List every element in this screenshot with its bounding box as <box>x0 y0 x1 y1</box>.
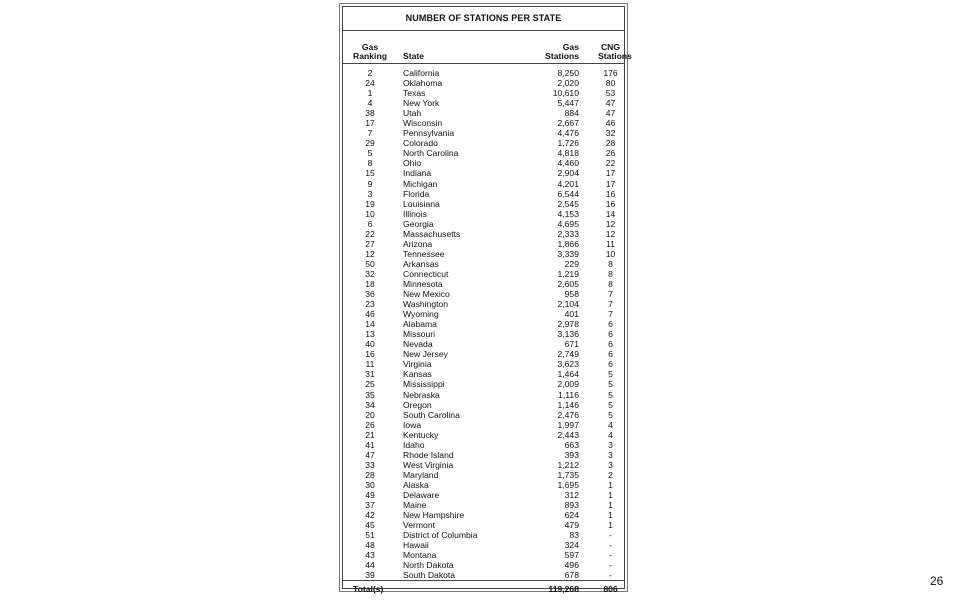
cell-gas-ranking: 1 <box>367 88 373 99</box>
table-row <box>343 269 624 279</box>
cell-state: Utah <box>403 108 422 119</box>
cell-gas-ranking: 36 <box>365 289 375 300</box>
cell-gas-stations: 678 <box>564 570 579 581</box>
cell-state: Iowa <box>403 419 422 430</box>
table-row <box>343 420 624 430</box>
table-row <box>343 430 624 440</box>
cell-state: Washington <box>403 299 449 310</box>
cell-cng-stations: 1 <box>608 510 613 521</box>
cell-cng-stations: - <box>609 540 612 551</box>
cell-gas-stations: 4,201 <box>557 178 579 189</box>
cell-gas-ranking: 23 <box>365 299 375 310</box>
cell-cng-stations: 2 <box>608 469 613 480</box>
cell-state: Wisconsin <box>403 118 443 129</box>
cell-gas-ranking: 5 <box>367 148 373 159</box>
cell-state: Minnesota <box>403 278 443 289</box>
cell-state: Tennessee <box>403 248 445 259</box>
cell-gas-stations: 2,333 <box>557 228 579 239</box>
cell-state: Michigan <box>403 178 438 189</box>
cell-cng-stations: 4 <box>608 429 613 440</box>
cell-state: Montana <box>403 550 437 561</box>
cell-gas-ranking: 16 <box>365 349 375 360</box>
cell-gas-ranking: 51 <box>365 530 375 541</box>
table-row <box>343 229 624 239</box>
cell-gas-stations: 83 <box>569 530 579 541</box>
cell-gas-ranking: 34 <box>365 399 375 410</box>
cell-gas-stations: 2,476 <box>557 409 579 420</box>
cell-gas-stations: 496 <box>564 560 579 571</box>
header-gas-ranking <box>343 31 397 64</box>
cell-state: Oklahoma <box>403 78 443 89</box>
stations-table-document <box>339 3 632 595</box>
cell-gas-stations: 624 <box>564 510 579 521</box>
totals-gas-stations: 119,268 <box>516 581 597 598</box>
cell-gas-ranking: 4 <box>367 98 373 109</box>
cell-cng-stations: 14 <box>605 208 616 219</box>
cell-gas-stations: 1,212 <box>557 459 579 470</box>
table-row <box>343 289 624 299</box>
cell-state: Massachusetts <box>403 228 461 239</box>
table-row <box>343 189 624 199</box>
cell-gas-ranking: 17 <box>365 118 375 129</box>
cell-gas-ranking: 2 <box>367 68 373 78</box>
cell-gas-stations: 312 <box>564 489 579 500</box>
cell-cng-stations: 26 <box>605 148 616 159</box>
cell-state: Vermont <box>403 520 436 531</box>
cell-gas-ranking: 28 <box>365 469 375 480</box>
cell-cng-stations: 22 <box>605 158 616 169</box>
cell-state: West Virginia <box>403 459 454 470</box>
cell-gas-ranking: 43 <box>365 550 375 561</box>
table-row <box>343 460 624 470</box>
table-row <box>343 520 624 530</box>
cell-gas-ranking: 11 <box>365 359 375 370</box>
table-row <box>343 440 624 450</box>
table-row <box>343 199 624 209</box>
cell-state: New Mexico <box>403 289 450 300</box>
cell-state: New Jersey <box>403 349 448 360</box>
cell-state: Maine <box>403 500 427 511</box>
cell-gas-ranking: 7 <box>367 128 373 139</box>
cell-cng-stations: 3 <box>608 449 613 460</box>
table-row <box>343 390 624 400</box>
table-row <box>343 239 624 249</box>
cell-cng-stations: 80 <box>605 78 616 89</box>
cell-gas-ranking: 39 <box>365 570 375 581</box>
cell-state: Delaware <box>403 489 440 500</box>
cell-state: Virginia <box>403 359 432 370</box>
table-row <box>343 490 624 500</box>
table-row <box>343 550 624 560</box>
cell-gas-stations: 2,020 <box>557 78 579 89</box>
table-row <box>343 329 624 339</box>
cell-state: Kentucky <box>403 429 439 440</box>
header-cng-stations-line1: CNG <box>600 41 621 52</box>
cell-gas-stations: 1,735 <box>557 469 579 480</box>
cell-gas-ranking: 15 <box>365 168 375 179</box>
table-row <box>343 64 624 79</box>
cell-cng-stations: 12 <box>605 218 616 229</box>
table-row <box>343 179 624 189</box>
cell-gas-ranking: 30 <box>365 479 375 490</box>
cell-cng-stations: 6 <box>608 359 613 370</box>
cell-cng-stations: - <box>609 530 612 541</box>
cell-gas-stations: 1,726 <box>557 138 579 149</box>
cell-gas-ranking: 21 <box>365 429 375 440</box>
cell-gas-stations: 884 <box>564 108 579 119</box>
cell-cng-stations: 17 <box>605 168 616 179</box>
cell-cng-stations: 5 <box>608 389 613 400</box>
cell-gas-stations: 3,339 <box>557 248 579 259</box>
cell-gas-ranking: 37 <box>365 500 375 511</box>
cell-gas-stations: 2,978 <box>557 319 579 330</box>
table-row <box>343 148 624 158</box>
cell-cng-stations: 5 <box>608 399 613 410</box>
cell-gas-ranking: 8 <box>367 158 373 169</box>
cell-state: North Dakota <box>403 560 454 571</box>
cell-cng-stations: 6 <box>608 339 613 350</box>
cell-gas-ranking: 45 <box>365 520 375 531</box>
cell-gas-ranking: 48 <box>365 540 375 551</box>
cell-state: District of Columbia <box>403 530 478 541</box>
table-row <box>343 249 624 259</box>
header-gas-stations <box>516 31 597 64</box>
cell-cng-stations: 4 <box>608 419 613 430</box>
cell-gas-ranking: 27 <box>365 238 375 249</box>
table-row <box>343 309 624 319</box>
cell-cng-stations: 8 <box>608 268 613 279</box>
cell-cng-stations: 47 <box>605 108 616 119</box>
cell-cng-stations: 7 <box>608 299 613 310</box>
cell-cng-stations: 10 <box>605 248 616 259</box>
table-row <box>343 219 624 229</box>
cell-gas-stations: 401 <box>564 309 579 320</box>
cell-gas-stations: 4,153 <box>557 208 579 219</box>
table-row <box>343 450 624 460</box>
cell-cng-stations: 1 <box>608 520 613 531</box>
cell-gas-stations: 2,009 <box>557 379 579 390</box>
cell-cng-stations: 3 <box>608 459 613 470</box>
cell-gas-ranking: 35 <box>365 389 375 400</box>
cell-gas-ranking: 20 <box>365 409 375 420</box>
table-row <box>343 108 624 118</box>
table-row <box>343 570 624 581</box>
table-frame <box>342 6 632 595</box>
cell-gas-stations: 3,136 <box>557 329 579 340</box>
header-cng-stations <box>597 31 632 64</box>
cell-state: Wyoming <box>403 309 439 320</box>
cell-cng-stations: 5 <box>608 369 613 380</box>
cell-cng-stations: 3 <box>608 439 613 450</box>
cell-gas-stations: 4,460 <box>557 158 579 169</box>
cell-gas-ranking: 38 <box>365 108 375 119</box>
cell-gas-stations: 8,250 <box>557 68 579 78</box>
table-row <box>343 339 624 349</box>
cell-gas-stations: 1,464 <box>557 369 579 380</box>
table-row <box>343 510 624 520</box>
cell-gas-ranking: 29 <box>365 138 375 149</box>
header-gas-stations-line2: Stations <box>545 51 579 62</box>
cell-state: Rhode Island <box>403 449 454 460</box>
cell-gas-stations: 6,544 <box>557 188 579 199</box>
cell-gas-ranking: 50 <box>365 258 375 269</box>
cell-cng-stations: 1 <box>608 479 613 490</box>
cell-gas-stations: 597 <box>564 550 579 561</box>
cell-state: Colorado <box>403 138 438 149</box>
table-footer <box>343 581 624 598</box>
cell-state: California <box>403 68 440 78</box>
cell-state: Nevada <box>403 339 433 350</box>
cell-cng-stations: 6 <box>608 349 613 360</box>
cell-cng-stations: 46 <box>605 118 616 129</box>
cell-state: Louisiana <box>403 198 440 209</box>
cell-gas-stations: 3,623 <box>557 359 579 370</box>
cell-cng-stations: 53 <box>605 88 616 99</box>
cell-state: Missouri <box>403 329 435 340</box>
cell-gas-ranking: 46 <box>365 309 375 320</box>
cell-state: Nebraska <box>403 389 440 400</box>
cell-gas-ranking: 25 <box>365 379 375 390</box>
table-row <box>343 98 624 108</box>
table-row <box>343 349 624 359</box>
cell-gas-stations: 324 <box>564 540 579 551</box>
cell-gas-stations: 2,605 <box>557 278 579 289</box>
cell-gas-stations: 1,997 <box>557 419 579 430</box>
totals-label: Total(s) <box>343 581 516 598</box>
cell-cng-stations: 7 <box>608 309 613 320</box>
cell-state: Arkansas <box>403 258 439 269</box>
cell-cng-stations: 176 <box>603 68 618 78</box>
totals-row <box>343 581 624 598</box>
cell-cng-stations: 16 <box>605 198 616 209</box>
cell-state: Alaska <box>403 479 429 490</box>
cell-gas-ranking: 40 <box>365 339 375 350</box>
table-row <box>343 128 624 138</box>
cell-state: Connecticut <box>403 268 449 279</box>
table-row <box>343 560 624 570</box>
cell-gas-stations: 4,695 <box>557 218 579 229</box>
cell-state: New Hampshire <box>403 510 465 521</box>
cell-cng-stations: - <box>609 560 612 571</box>
cell-cng-stations: 28 <box>605 138 616 149</box>
cell-gas-ranking: 31 <box>365 369 375 380</box>
header-gas-stations-line1: Gas <box>562 41 579 52</box>
cell-cng-stations: 5 <box>608 379 613 390</box>
cell-cng-stations: 32 <box>605 128 616 139</box>
table-row <box>343 209 624 219</box>
cell-cng-stations: 47 <box>605 98 616 109</box>
header-cng-stations-line2: Stations <box>598 51 632 62</box>
table-row <box>343 470 624 480</box>
cell-state: Pennsylvania <box>403 128 455 139</box>
header-row <box>343 31 624 64</box>
table-row <box>343 279 624 289</box>
cell-cng-stations: 12 <box>605 228 616 239</box>
cell-cng-stations: 6 <box>608 329 613 340</box>
table-row <box>343 530 624 540</box>
table-row <box>343 168 624 178</box>
cell-gas-ranking: 12 <box>365 248 375 259</box>
cell-state: Oregon <box>403 399 432 410</box>
cell-state: Texas <box>403 88 426 99</box>
table-row <box>343 480 624 490</box>
cell-state: Indiana <box>403 168 432 179</box>
header-gas-ranking-line2: Ranking <box>353 51 387 62</box>
cell-state: Maryland <box>403 469 439 480</box>
cell-gas-stations: 4,818 <box>557 148 579 159</box>
cell-gas-ranking: 44 <box>365 560 375 571</box>
cell-state: Georgia <box>403 218 434 229</box>
cell-gas-stations: 1,146 <box>557 399 579 410</box>
table-row <box>343 410 624 420</box>
cell-gas-ranking: 32 <box>365 268 375 279</box>
cell-cng-stations: 1 <box>608 500 613 511</box>
cell-gas-stations: 1,116 <box>558 389 579 400</box>
table-row <box>343 259 624 269</box>
cell-gas-stations: 1,866 <box>557 238 579 249</box>
table-row <box>343 78 624 88</box>
table-row <box>343 359 624 369</box>
cell-state: Kansas <box>403 369 432 380</box>
table-body <box>343 64 624 581</box>
cell-gas-stations: 893 <box>564 500 579 511</box>
cell-cng-stations: 7 <box>608 289 613 300</box>
page-number: 26 <box>930 574 944 588</box>
cell-gas-ranking: 14 <box>365 319 375 330</box>
cell-state: Ohio <box>403 158 422 169</box>
cell-gas-stations: 393 <box>564 449 579 460</box>
cell-state: Mississippi <box>403 379 445 390</box>
cell-gas-stations: 2,749 <box>557 349 579 360</box>
cell-gas-ranking: 6 <box>367 218 373 229</box>
cell-state: Arizona <box>403 238 433 249</box>
cell-gas-ranking: 42 <box>365 510 375 521</box>
cell-state: New York <box>403 98 440 109</box>
cell-cng-stations: - <box>609 550 612 561</box>
cell-state: Idaho <box>403 439 425 450</box>
cell-cng-stations: 8 <box>608 278 613 289</box>
cell-gas-ranking: 13 <box>365 329 375 340</box>
cell-gas-stations: 663 <box>564 439 579 450</box>
cell-cng-stations: 1 <box>608 489 613 500</box>
cell-cng-stations: - <box>609 570 612 581</box>
cell-gas-stations: 1,219 <box>557 268 579 279</box>
header-gas-ranking-line1: Gas <box>361 41 379 52</box>
cell-gas-ranking: 22 <box>365 228 375 239</box>
totals-cng-stations: 806 <box>597 581 624 598</box>
cell-gas-stations: 2,904 <box>557 168 579 179</box>
table-row <box>343 500 624 510</box>
cell-gas-ranking: 3 <box>367 188 373 199</box>
cell-gas-stations: 1,695 <box>557 479 579 490</box>
table-title: NUMBER OF STATIONS PER STATE <box>343 7 624 31</box>
cell-gas-ranking: 9 <box>367 178 373 189</box>
table-row <box>343 158 624 168</box>
cell-gas-ranking: 10 <box>365 208 375 219</box>
cell-gas-ranking: 19 <box>365 198 375 209</box>
stations-table <box>343 31 632 597</box>
cell-gas-ranking: 41 <box>365 439 375 450</box>
cell-cng-stations: 5 <box>608 409 613 420</box>
table-row <box>343 379 624 389</box>
cell-gas-ranking: 26 <box>365 419 375 430</box>
cell-state: Florida <box>403 188 430 199</box>
cell-gas-stations: 5,447 <box>557 98 579 109</box>
cell-gas-ranking: 49 <box>365 489 375 500</box>
table-row <box>343 299 624 309</box>
cell-gas-ranking: 47 <box>365 449 375 460</box>
cell-cng-stations: 8 <box>608 258 613 269</box>
cell-state: South Dakota <box>403 570 456 581</box>
cell-gas-stations: 2,443 <box>557 429 579 440</box>
cell-state: North Carolina <box>403 148 459 159</box>
cell-state: Alabama <box>403 319 437 330</box>
cell-gas-stations: 958 <box>564 289 579 300</box>
cell-gas-stations: 4,476 <box>557 128 579 139</box>
cell-state: Illinois <box>403 208 427 219</box>
cell-gas-ranking: 33 <box>365 459 375 470</box>
cell-gas-stations: 229 <box>564 258 579 269</box>
table-header <box>343 31 632 64</box>
cell-gas-stations: 479 <box>564 520 579 531</box>
cell-cng-stations: 17 <box>605 178 616 189</box>
cell-gas-stations: 2,667 <box>557 118 579 129</box>
table-row <box>343 88 624 98</box>
cell-state: South Carolina <box>403 409 460 420</box>
table-row <box>343 540 624 550</box>
cell-cng-stations: 6 <box>608 319 613 330</box>
cell-gas-ranking: 24 <box>365 78 375 89</box>
header-state: State <box>397 31 516 64</box>
cell-cng-stations: 16 <box>605 188 616 199</box>
cell-gas-stations: 2,545 <box>557 198 579 209</box>
cell-state: Hawaii <box>403 540 429 551</box>
table-row <box>343 400 624 410</box>
table-row <box>343 118 624 128</box>
cell-gas-stations: 671 <box>564 339 579 350</box>
table-row <box>343 369 624 379</box>
cell-gas-stations: 10,610 <box>552 88 579 99</box>
cell-gas-ranking: 18 <box>365 278 375 289</box>
table-row <box>343 138 624 148</box>
table-row <box>343 319 624 329</box>
cell-cng-stations: 11 <box>606 238 615 249</box>
cell-gas-stations: 2,104 <box>557 299 579 310</box>
